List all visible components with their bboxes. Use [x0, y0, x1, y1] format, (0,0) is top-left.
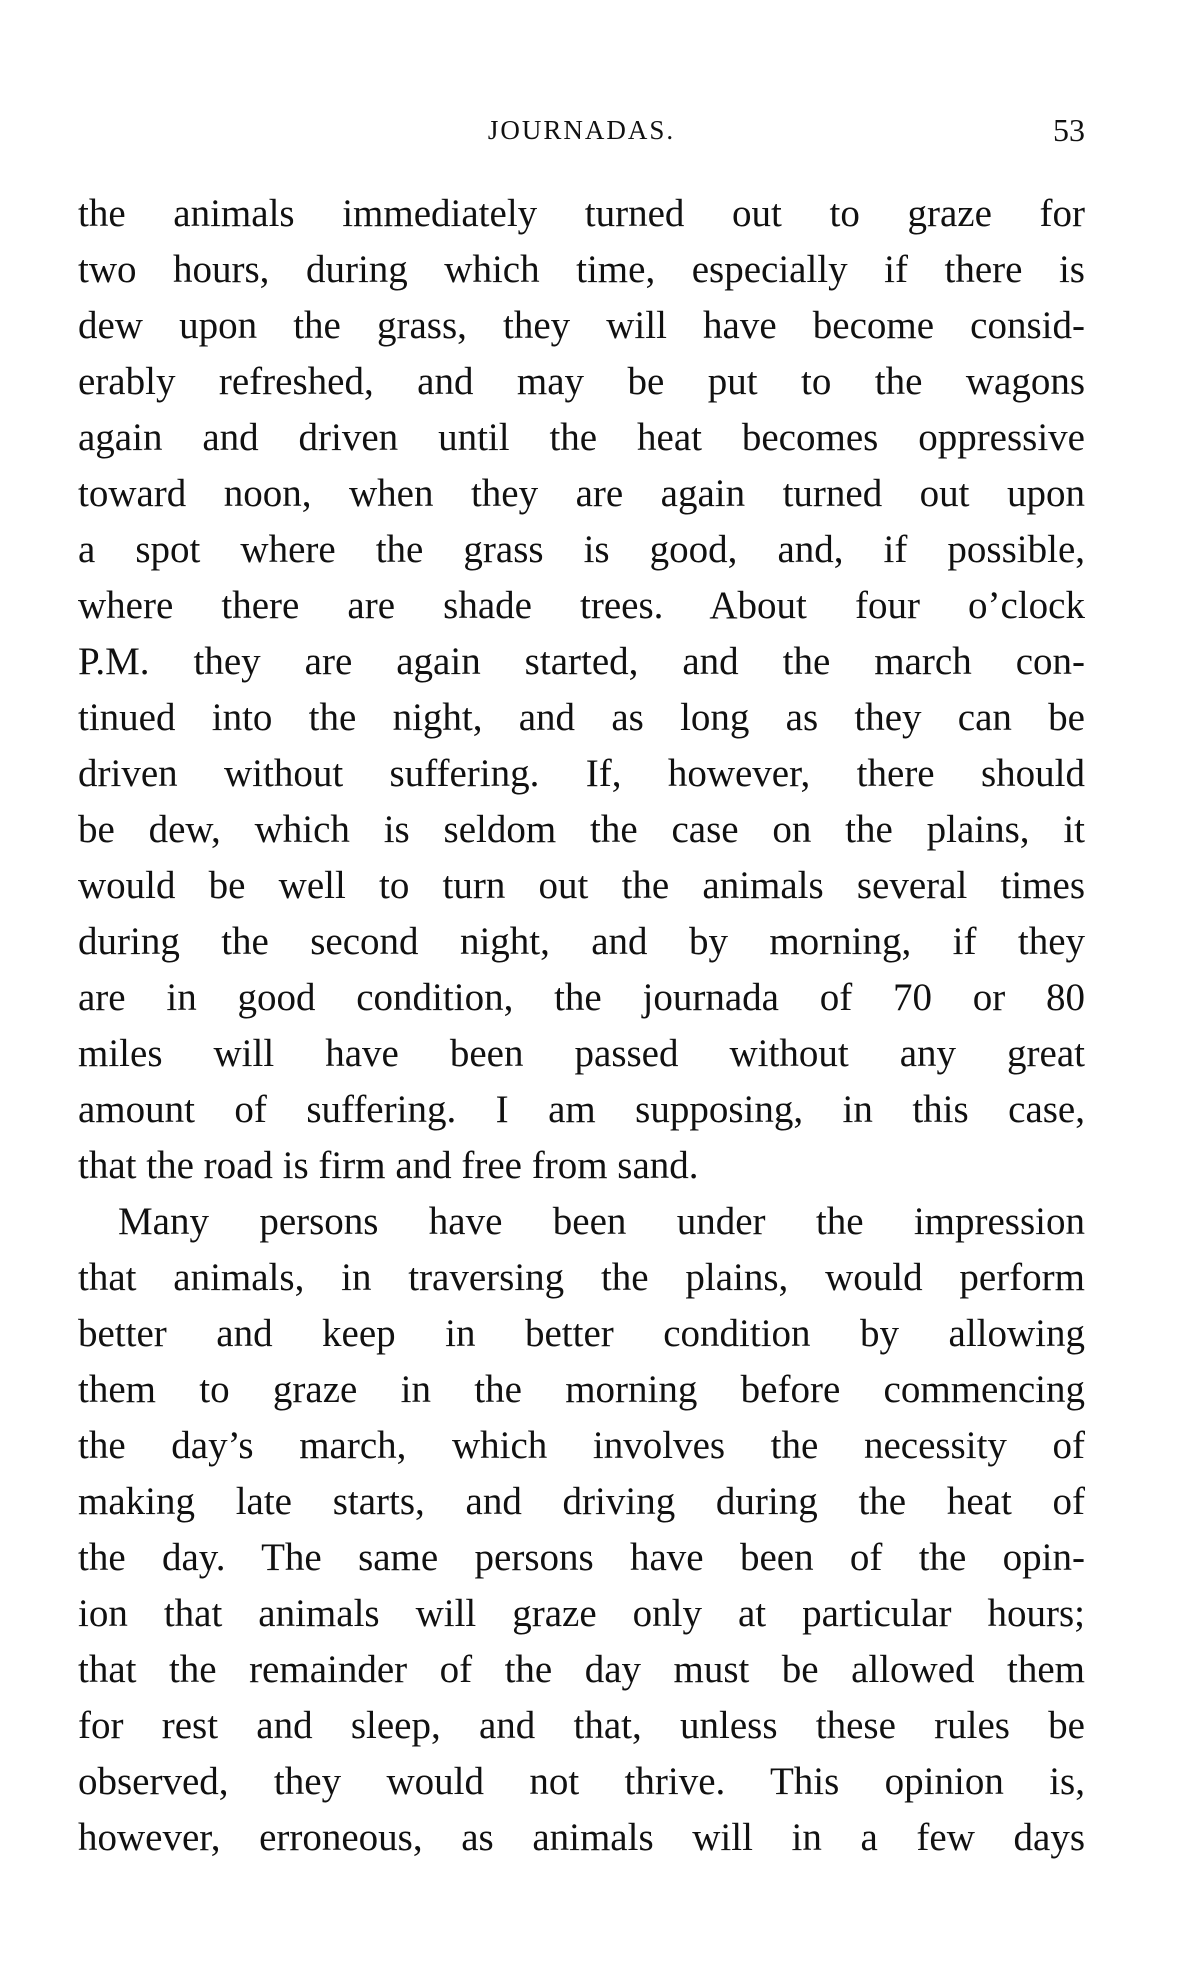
paragraph-1: [78, 186, 1085, 1194]
text-line: observed, they would not thrive. This opinion is,: [78, 1760, 1085, 1803]
text-line: P.M. they are again started, and the march con-: [78, 640, 1085, 683]
page-number: 53: [1053, 112, 1085, 148]
text-line: erably refreshed, and may be put to the wagons: [78, 360, 1085, 403]
running-head: [78, 110, 1085, 150]
text-line: tinued into the night, and as long as they can be: [78, 696, 1085, 739]
text-line: during the second night, and by morning, if they: [78, 920, 1085, 963]
text-line: that animals, in traversing the plains, would perform: [78, 1256, 1085, 1299]
text-line: better and keep in better condition by allowing: [78, 1312, 1085, 1355]
text-line: toward noon, when they are again turned out upon: [78, 472, 1085, 515]
text-line: where there are shade trees. About four o’clock: [78, 584, 1085, 627]
text-line: driven without suffering. If, however, there should: [78, 752, 1085, 795]
text-line: would be well to turn out the animals several times: [78, 864, 1085, 907]
text-line: again and driven until the heat becomes oppressive: [78, 416, 1085, 459]
text-line: two hours, during which time, especially if there is: [78, 248, 1085, 291]
body-text: [78, 186, 1085, 1866]
text-line: ion that animals will graze only at particular hours;: [78, 1592, 1085, 1635]
text-line: are in good condition, the journada of 70 or 80: [78, 976, 1085, 1019]
text-line: Many persons have been under the impression: [118, 1200, 1085, 1243]
paragraph-2: [78, 1194, 1085, 1866]
text-line: the animals immediately turned out to graze for: [78, 192, 1085, 235]
running-title: JOURNADAS.: [487, 115, 676, 145]
text-line: them to graze in the morning before commencing: [78, 1368, 1085, 1411]
text-line: however, erroneous, as animals will in a few days: [78, 1816, 1085, 1859]
text-line: miles will have been passed without any great: [78, 1032, 1085, 1075]
text-line: that the remainder of the day must be allowed them: [78, 1648, 1085, 1691]
text-line: for rest and sleep, and that, unless these rules be: [78, 1704, 1085, 1747]
text-line: be dew, which is seldom the case on the plains, it: [78, 808, 1085, 851]
text-line: dew upon the grass, they will have become consid-: [78, 304, 1085, 347]
text-line: amount of suffering. I am supposing, in this case,: [78, 1088, 1085, 1131]
text-line: the day’s march, which involves the necessity of: [78, 1424, 1085, 1467]
text-line: the day. The same persons have been of the opin-: [78, 1536, 1085, 1579]
text-line: making late starts, and driving during the heat of: [78, 1480, 1085, 1523]
text-line: a spot where the grass is good, and, if possible,: [78, 528, 1085, 571]
text-line: that the road is firm and free from sand.: [78, 1144, 699, 1187]
